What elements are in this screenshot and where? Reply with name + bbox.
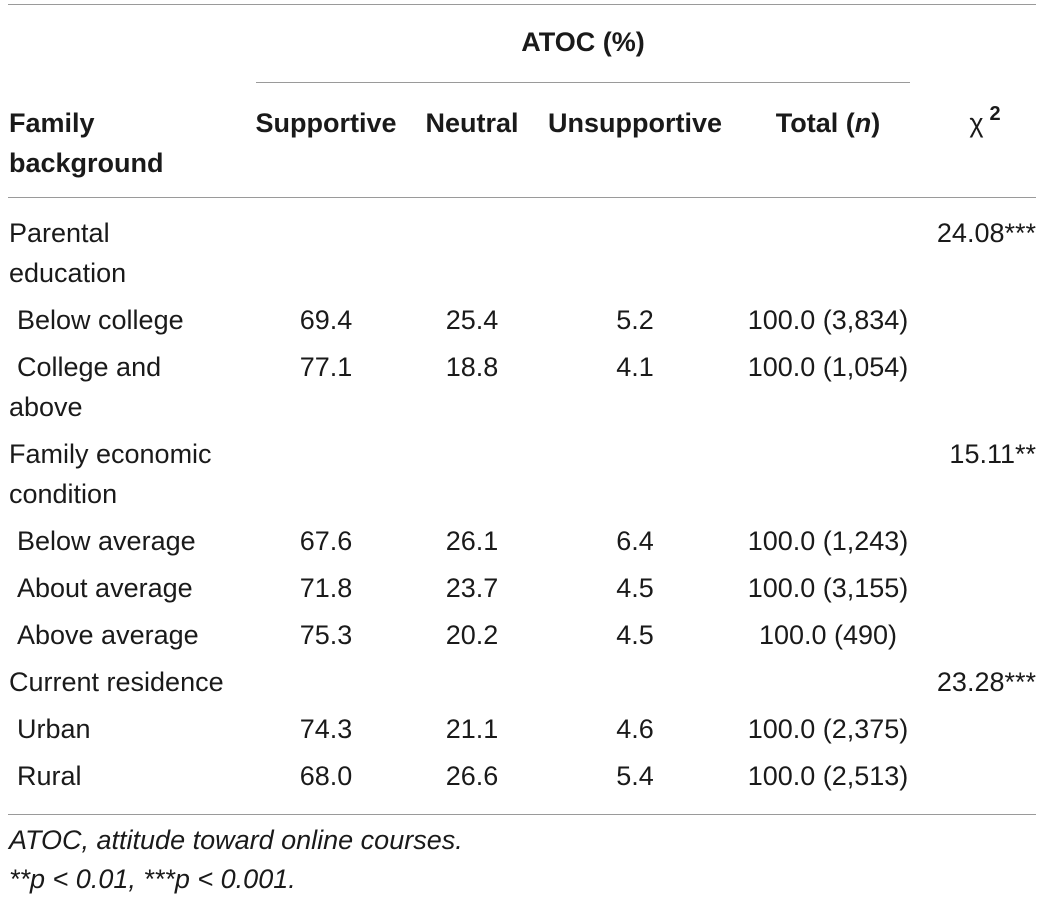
cell-unsupportive: 6.4 <box>616 526 654 556</box>
group-header-label: ATOC (%) <box>521 27 645 57</box>
cell-unsupportive: 4.6 <box>616 714 654 744</box>
cell-supportive: 74.3 <box>299 714 353 744</box>
cell-total: 100.0 (2,375) <box>747 714 909 744</box>
cell-neutral: 20.2 <box>445 620 499 650</box>
cell-total: 100.0 (2,513) <box>747 761 909 791</box>
cell-neutral: 25.4 <box>445 305 499 335</box>
cell-total: 100.0 (490) <box>758 620 898 650</box>
cell-unsupportive: 5.4 <box>616 761 654 791</box>
group-chi-value: 24.08*** <box>936 218 1036 248</box>
row-label: About average <box>17 573 193 603</box>
chi-superscript: 2 <box>989 103 1001 125</box>
cell-total: 100.0 (3,834) <box>747 305 909 335</box>
cell-unsupportive: 4.1 <box>616 352 654 382</box>
cell-neutral: 18.8 <box>445 352 499 382</box>
row-label: College and <box>17 352 162 382</box>
group-chi-value: 15.11** <box>949 439 1036 469</box>
group-label: Current residence <box>9 667 224 697</box>
column-header-total <box>738 103 918 143</box>
row-header-label-line1: Family <box>9 108 95 138</box>
cell-unsupportive: 4.5 <box>616 573 654 603</box>
column-header-chi-square <box>935 103 1035 146</box>
cell-supportive: 77.1 <box>299 352 353 382</box>
total-close-paren: ) <box>871 108 881 138</box>
group-label-continued: condition <box>9 479 118 509</box>
group-chi-value: 23.28*** <box>936 667 1036 697</box>
table-bottom-rule <box>8 814 1036 815</box>
table-top-rule <box>8 4 1036 5</box>
chi-symbol: χ <box>969 108 984 138</box>
row-label: Below college <box>17 305 184 335</box>
cell-total: 100.0 (1,054) <box>747 352 909 382</box>
row-header-label-line2: background <box>9 148 164 178</box>
row-label: Above average <box>17 620 199 650</box>
group-label: Parental <box>9 218 110 248</box>
group-header-rule <box>256 82 910 83</box>
row-label: Below average <box>17 526 196 556</box>
cell-total: 100.0 (3,155) <box>747 573 909 603</box>
column-header-neutral: Neutral <box>425 108 519 138</box>
cell-unsupportive: 4.5 <box>616 620 654 650</box>
total-label-text: Total ( <box>775 108 855 138</box>
row-label: Urban <box>17 714 91 744</box>
group-label: Family economic <box>9 439 212 469</box>
total-n-italic: n <box>854 108 872 138</box>
cell-supportive: 68.0 <box>299 761 353 791</box>
cell-neutral: 26.6 <box>445 761 499 791</box>
row-label-continued: above <box>9 392 83 422</box>
cell-neutral: 21.1 <box>445 714 499 744</box>
column-header-supportive: Supportive <box>255 108 397 138</box>
cell-supportive: 67.6 <box>299 526 353 556</box>
group-label-continued: education <box>9 258 127 288</box>
cell-unsupportive: 5.2 <box>616 305 654 335</box>
footnote-abbreviation: ATOC, attitude toward online courses. <box>9 825 463 855</box>
column-header-unsupportive: Unsupportive <box>547 108 722 138</box>
row-label: Rural <box>17 761 82 791</box>
footnote-significance: **p < 0.01, ***p < 0.001. <box>9 864 296 894</box>
cell-total: 100.0 (1,243) <box>747 526 909 556</box>
cell-neutral: 26.1 <box>445 526 499 556</box>
cell-neutral: 23.7 <box>445 573 499 603</box>
cell-supportive: 75.3 <box>299 620 353 650</box>
cell-supportive: 71.8 <box>299 573 353 603</box>
cell-supportive: 69.4 <box>299 305 353 335</box>
header-bottom-rule <box>8 197 1036 198</box>
